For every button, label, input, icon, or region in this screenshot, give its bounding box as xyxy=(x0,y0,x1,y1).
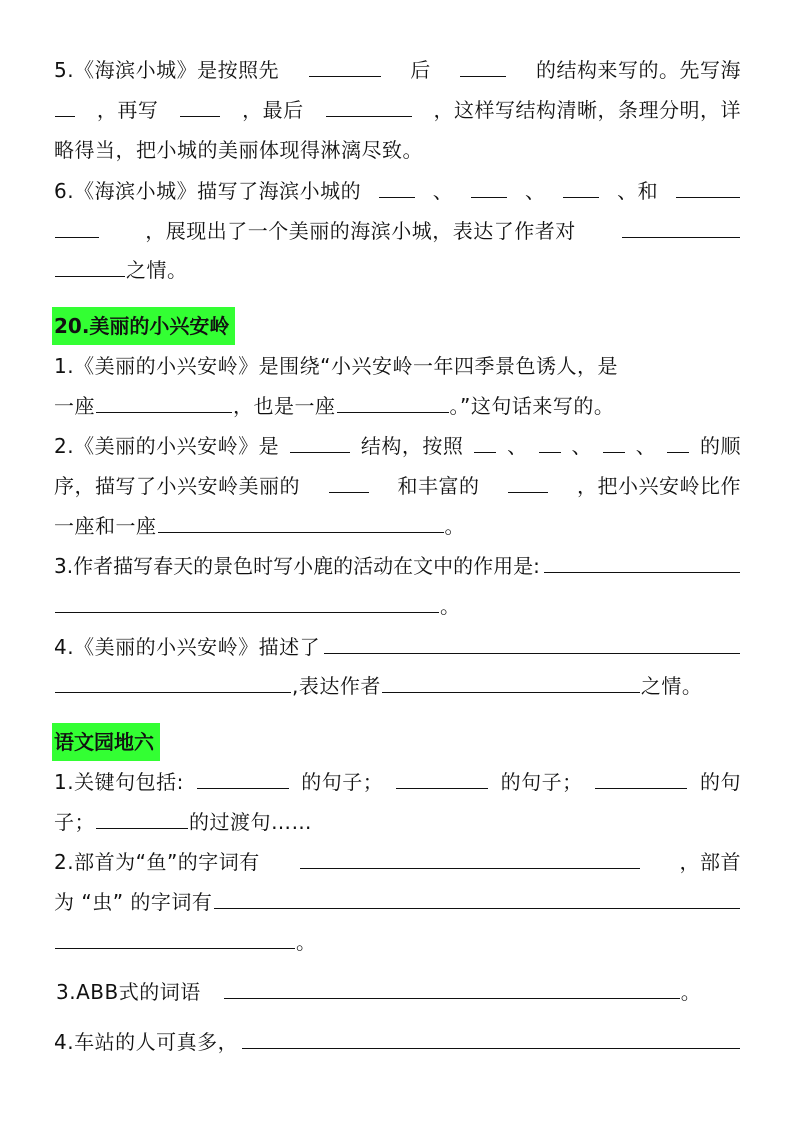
text: 、 xyxy=(524,179,546,203)
text: 。 xyxy=(680,980,702,1004)
blank xyxy=(539,426,561,453)
text: 。”这句话来写的。 xyxy=(449,394,615,418)
text: 4.车站的人可真多， xyxy=(54,1030,239,1054)
blank xyxy=(396,762,488,789)
blank xyxy=(471,171,507,198)
blank xyxy=(329,466,369,493)
blank xyxy=(180,90,220,117)
text: 2.部首为“鱼”的字词有 xyxy=(54,850,260,874)
blank xyxy=(324,627,740,654)
blank xyxy=(242,1022,740,1049)
text: 略得当，把小城的美丽体现得淋漓尽致。 xyxy=(54,138,423,162)
s20-q1-line1 xyxy=(54,346,741,386)
blank xyxy=(603,426,625,453)
text: 的句子； xyxy=(500,770,583,794)
text: 、和 xyxy=(617,179,659,203)
text: ，也是一座 xyxy=(233,394,336,418)
blank xyxy=(460,50,506,77)
blank xyxy=(55,211,99,238)
text: ，展现出了一个美丽的海滨小城，表达了作者对 xyxy=(145,219,576,243)
blank xyxy=(622,211,740,238)
text: ，把小兴安岭比作 xyxy=(577,474,741,498)
s20-q2-line1 xyxy=(54,426,741,466)
s20-q4-line2 xyxy=(54,666,741,706)
text: 的过渡句…… xyxy=(189,810,312,834)
blank xyxy=(474,426,496,453)
text: 一座和一座 xyxy=(54,514,157,538)
blank xyxy=(595,762,687,789)
garden-q1-line2 xyxy=(54,802,741,842)
text: ，再写 xyxy=(96,98,159,122)
blank xyxy=(55,922,295,949)
q6-line3 xyxy=(54,250,741,290)
blank xyxy=(96,802,188,829)
blank xyxy=(96,386,232,413)
text: 为 “虫” 的字词有 xyxy=(54,890,213,914)
s20-q2-line3 xyxy=(54,506,741,546)
text: 后 xyxy=(410,58,431,82)
text: 子； xyxy=(54,810,95,834)
blank xyxy=(382,666,640,693)
blank xyxy=(563,171,599,198)
text: 、 xyxy=(635,434,657,458)
blank xyxy=(309,50,381,77)
text: 5.《海滨小城》是按照先 xyxy=(54,58,280,82)
blank xyxy=(379,171,415,198)
text: ，这样写结构清晰，条理分明，详 xyxy=(433,98,741,122)
text: 和丰富的 xyxy=(397,474,480,498)
text: 、 xyxy=(571,434,592,458)
text: 3.作者描写春天的景色时写小鹿的活动在文中的作用是: xyxy=(54,554,540,578)
text: ，最后 xyxy=(242,98,304,122)
garden-q2-line2 xyxy=(54,882,741,922)
blank xyxy=(158,506,444,533)
q6-line2 xyxy=(54,211,741,251)
blank xyxy=(290,426,350,453)
blank xyxy=(55,250,125,277)
section-heading-20: 20.美丽的小兴安岭 xyxy=(52,307,235,345)
s20-q2-line2 xyxy=(54,466,741,506)
blank xyxy=(326,90,412,117)
section-heading-garden: 语文园地六 xyxy=(52,723,160,761)
blank xyxy=(508,466,548,493)
q6-line1 xyxy=(54,171,741,211)
blank xyxy=(55,90,75,117)
text: 3.ABB式的词语 xyxy=(56,980,201,1004)
blank xyxy=(55,666,291,693)
s20-q1-line2 xyxy=(54,386,741,426)
text: 、 xyxy=(507,434,528,458)
text: 之情。 xyxy=(640,674,703,698)
text: 结构，按照 xyxy=(360,434,464,458)
text: 4.《美丽的小兴安岭》描述了 xyxy=(54,635,321,659)
blank xyxy=(544,546,740,573)
blank xyxy=(55,586,439,613)
text: 的句 xyxy=(699,770,741,794)
blank xyxy=(224,972,680,999)
garden-q2-line3 xyxy=(54,922,741,962)
text: 序，描写了小兴安岭美丽的 xyxy=(54,474,300,498)
blank xyxy=(300,842,640,869)
blank xyxy=(197,762,289,789)
blank xyxy=(214,882,740,909)
text: 。 xyxy=(296,930,317,954)
s20-q4-line1 xyxy=(54,627,741,667)
text: 、 xyxy=(432,179,454,203)
blank xyxy=(337,386,449,413)
text: 6.《海滨小城》描写了海滨小城的 xyxy=(54,179,362,203)
s20-q3-line2 xyxy=(54,586,741,626)
garden-q1-line1 xyxy=(54,762,741,802)
text: 1.《美丽的小兴安岭》是围绕“小兴安岭一年四季景色诱人，是 xyxy=(54,354,618,378)
garden-q2-line1 xyxy=(54,842,741,882)
text: 1.关键句包括: xyxy=(54,770,184,794)
text: 。 xyxy=(444,514,465,538)
garden-q3-line xyxy=(56,972,741,1012)
s20-q3-line1 xyxy=(54,546,741,586)
text: 一座 xyxy=(54,394,95,418)
q5-line2 xyxy=(54,90,741,130)
garden-q4-line xyxy=(54,1022,741,1062)
text: 2.《美丽的小兴安岭》是 xyxy=(54,434,280,458)
q5-line3 xyxy=(54,130,741,170)
text: ，部首 xyxy=(679,850,741,874)
blank xyxy=(667,426,689,453)
q5-line1 xyxy=(54,50,741,90)
text: ,表达作者 xyxy=(292,674,381,698)
text: 之情。 xyxy=(126,258,188,282)
blank xyxy=(676,171,740,198)
text: 的顺 xyxy=(700,434,741,458)
text: 的结构来写的。先写海 xyxy=(535,58,741,82)
text: 的句子； xyxy=(301,770,384,794)
text: 。 xyxy=(440,594,461,618)
